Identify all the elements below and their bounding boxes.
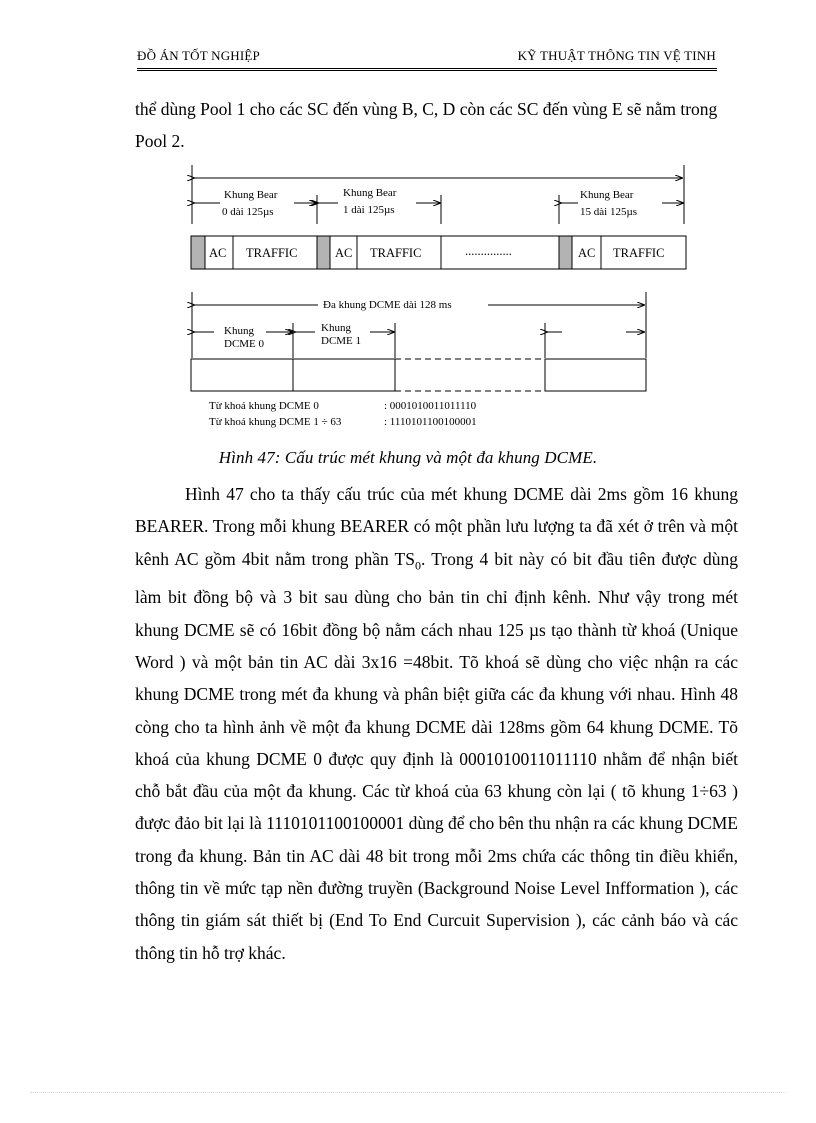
dcme1-label-2: DCME 1 <box>321 335 362 347</box>
ac-cell-15: AC <box>578 246 596 260</box>
dcme0-label-1: Khung <box>224 325 254 337</box>
frame15-label-1: Khung Bear <box>580 189 634 201</box>
sync-cell-1 <box>317 236 330 269</box>
traffic-cell-1: TRAFFIC <box>370 246 422 260</box>
keyword0-value: : 0001010011011110 <box>384 400 477 412</box>
frame-dots: ............... <box>465 244 512 258</box>
frame1-label-2: 1 dài 125µs <box>343 204 395 216</box>
keyword1-label: Từ khoá khung DCME 1 ÷ 63 <box>209 416 342 428</box>
intro-paragraph: thể dùng Pool 1 cho các SC đến vùng B, C, D còn các SC đến vùng E sẽ nằm trong Pool 2. <box>135 99 718 152</box>
traffic-cell-15: TRAFFIC <box>613 246 665 260</box>
keyword0-label: Từ khoá khung DCME 0 <box>209 400 319 412</box>
body-text-part1: Hình 47 cho ta thấy cấu trúc của mét khung DCME dài 2ms gồm 16 khung BEARER. Trong mỗi khung BEARER có một phần lưu lượng ta đã xét ở trên và một kênh AC gồm 4bit nằm trong phần TS <box>135 484 738 569</box>
ac-cell-1: AC <box>335 246 353 260</box>
figure-caption: Hình 47: Cấu trúc mét khung và một đa khung DCME. <box>218 448 598 467</box>
ts-subscript: 0 <box>414 558 421 573</box>
dcme0-label-2: DCME 0 <box>224 338 265 350</box>
sync-cell-0 <box>191 236 205 269</box>
frame0-label-2: 0 dài 125µs <box>222 206 274 218</box>
traffic-cell-0: TRAFFIC <box>246 246 298 260</box>
body-paragraph <box>135 478 738 969</box>
multiframe-label: Đa khung DCME dài 128 ms <box>323 299 452 311</box>
header-left: ĐỒ ÁN TỐT NGHIỆP <box>137 48 260 63</box>
body-text-part2: . Trong 4 bit này có bit đầu tiên được dùng làm bit đồng bộ và 3 bit sau dùng cho bản tin chỉ định kênh. Như vậy trong mét khung DCME sẽ có 16bit đồng bộ nằm cách nhau 125 µs tạo thành từ khoá (Unique Word ) và một bản tin AC dài 3x16 =48bit. Tõ khoá sẽ dùng cho việc nhận ra các khung DCME trong mét đa khung và phân biệt giữa các đa khung với nhau. Hình 48 còng cho ta hình ảnh về một đa khung DCME dài 128ms gồm 64 khung DCME. Tõ khoá của khung DCME 0 được quy định là 0001010011011110 nhằm để nhận biết chỗ bắt đầu của một đa khung. Các từ khoá của 63 khung còn lại ( tõ khung 1÷63 ) được đảo bit lại là 1110101100100001 dùng để cho bên thu nhận ra các khung DCME trong đa khung. Bản tin AC dài 48 bit trong mỗi 2ms chứa các thông tin điều khiển, thông tin về mức tạp nền đường truyền (Background Noise Level Infformation ), các thông tin giám sát thiết bị (End To End Curcuit Supervision ), các cảnh báo và các thông tin hỗ trợ khác. <box>135 548 738 963</box>
frame0-label-1: Khung Bear <box>224 189 278 201</box>
sync-cell-15 <box>559 236 572 269</box>
frame-structure-diagram <box>0 0 816 440</box>
dcme1-label-1: Khung <box>321 322 351 334</box>
page-footer-rule <box>30 1092 786 1093</box>
keyword1-value: : 1110101100100001 <box>384 416 477 428</box>
frame1-label-1: Khung Bear <box>343 187 397 199</box>
dcme-frame-63 <box>545 359 646 391</box>
ac-cell-0: AC <box>209 246 227 260</box>
frame15-label-2: 15 dài 125µs <box>580 206 638 218</box>
header-right: KỸ THUẬT THÔNG TIN VỆ TINH <box>517 48 716 63</box>
